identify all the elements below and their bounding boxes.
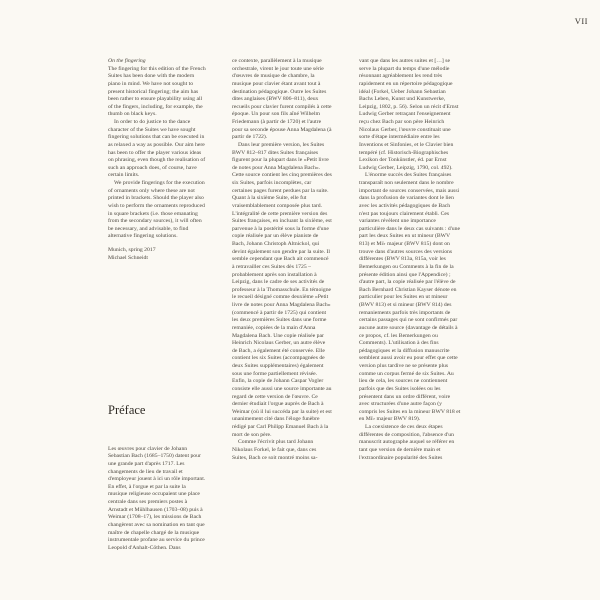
paragraph: The fingering for this edition of the French Suites has been done with the modern piano in mind. We have not sought to present historical fingering; the aim has been rather to ensure playability using all of the fingers, including, for example, the thumb on black keys. — [108, 65, 206, 118]
paragraph: vant que dans les autres suites et […] se serve la plupart du temps d'une mélodie résonnant agréablement les rend très rapidement en un répertoire pédagogique idéal (Forkel, Ueber Johann Sebastian Bachs Leben, Kunst und Kunstwerke, Leipzig, 1802, p. 56). Selon un récit d'Ernst Ludwig Gerber retraçant l'enseignement reçu chez Bach par son père Heinrich Nicolaus Gerber, l'œuvre constituait une sorte d'étape intermédiaire entre les Inventions et Sinfonies, et le Clavier bien tempéré (cf. Historisch-Biographisches Lexikon der Tonkünstler, éd. par Ernst Ludwig Gerber, Leipzig, 1790, col. 492). — [359, 58, 459, 171]
page-number: VII — [574, 16, 588, 26]
paragraph: ce contexte, parallèlement à la musique orchestrale, virent le jour toute une série d'œuvres de musique de chambre, la musique pour clavier étant avant tout à destination pédagogique. Outre les Suites dites anglaises (BWV 806–811), deux recueils pour clavier furent compilés à cette époque. Un pour son fils aîné Wilhelm Friedemann (à partir de 1720) et l'autre pour sa seconde épouse Anna Magdalena (à partir de 1722). — [232, 58, 332, 141]
section-heading: Préface — [108, 403, 146, 417]
paragraph: In order to do justice to the dance character of the Suites we have sought fingering solutions that can be executed in as relaxed a way as possible. Our aim here has been to offer the player various ideas on phrasing, even though the realisation of such an approach does, of course, have certain limits. — [108, 119, 206, 179]
preface-text — [108, 440, 206, 558]
author-signature: Michael Schneidt — [108, 254, 148, 261]
paragraph: We provide fingerings for the execution of ornaments only where these are not printed in brackets. Should the player also wish to perform the ornaments reproduced in square brackets (i.e. those emanating from the secondary sources), it will often be necessary, and advisable, to find alternative fingering solutions. — [108, 180, 205, 240]
place-date: Munich, spring 2017 — [108, 247, 156, 253]
paragraph: L'énorme succès des Suites françaises transparaît non seulement dans le nombre important de sources conservées, mais aussi dans la profusion de variantes dont le lien avec les activités pédagogiques de Bach n'est pas toujours clairement établi. Ces variantes révèlent une importance particulière dans le deux cas suivants : d'une part les deux Suites en ut mineur (BWV 813) et Mi♭ majeur (BWV 815) dont on trouve dans d'autres sources des versions différentes (BWV 813a, 815a, voir les Bemerkungen ou Comments à la fin de la présente édition ainsi que l'Appendice) ; d'autre part, la copie réalisée par l'élève de Bach Bernhard Christian Kayser dénote en particulier pour les Suites en ut mineur (BWV 813) et si mineur (BWV 814) des remaniements parfois très importants de certains passages qui ne sont confirmés par aucune autre source (davantage de détails à ce propos, cf. les Bemerkungen ou Comments). L'utilisation à des fins pédagogiques et la diffusion manuscrite semblent aussi avoir eu pour effet que cette version plus tardive ne se présente plus comme un corpus fermé de six Suites. Au lieu de cela, les sources ne contiennent parfois que des Suites isolées ou les présentent dans un ordre différent, voire avec structurées d'une autre façon (y compris les Suites en la mineur BWV 818 et en Mi♭ majeur BWV 819). — [359, 172, 461, 423]
column-3 — [359, 58, 461, 462]
paragraph: Dans leur première version, les Suites BWV 812–817 dites Suites françaises figurent pour la plupart dans le «Petit livre de notes pour Anna Magdalena Bach». Cette source contient les cinq premières des six Suites, parfois incomplètes, car certaines pages furent perdues par la suite. Quant à la sixième Suite, elle fut vraisemblablement composée plus tard. L'intégralité de cette première version des Suites françaises, en incluant la sixième, est parvenue à la postérité sous la forme d'une copie réalisée par un élève pianiste de Bach, Johann Christoph Altnickol, qui devint également son gendre par la suite. Il semble cependant que Bach ait commencé à retravailler ces Suites dès 1725 – probablement après son installation à Leipzig, dans le cadre de ses activités de professeur à la Thomasschule. En témoigne le recueil désigné comme deuxième «Petit livre de notes pour Anna Magdalena Bach» (commencé à partir de 1725) qui contient les deux premières Suites dans une forme remaniée, copiées de la main d'Anna Magdalena Bach. Une copie réalisée par Heinrich Nicolaus Gerber, un autre élève de Bach, a également été conservée. Elle contient les six Suites (accompagnées de deux Suites supplémentaires) également sous une forme partiellement révisée. Enfin, la copie de Johann Caspar Vogler consiste elle aussi une source importante au regard de cette version de l'œuvre. Ce dernier étudiait l'orgue auprès de Bach à Weimar (où il lui succéda par la suite) et est unanimement cité dans l'éloge funèbre rédigé par Carl Philipp Emanuel Bach à la mort de son père. — [232, 141, 332, 438]
paragraph: Comme l'écrivit plus tard Johann Nikolaus Forkel, le fait que, dans ces Suites, Bach ce soit montré moins sa- — [232, 439, 318, 461]
paragraph: La coexistence de ces deux étapes différentes de composition, l'absence d'un manuscrit autographe auquel se référer en tant que version de dernière main et l'extraordinaire popularité des Suites — [359, 424, 455, 461]
column-2 — [232, 58, 332, 462]
column-1 — [108, 58, 206, 262]
fingering-title: On the fingering — [108, 58, 146, 64]
paragraph: Les œuvres pour clavier de Johann Sebastian Bach (1685–1750) datent pour une grande part d'après 1717. Les changements de lieu de travail et d'employeur jouent à ici un rôle important. En effet, à l'orgue et par la suite la musique religieuse occupaient une place centrale dans ses premiers postes à Arnstadt et Mühlhausen (1703–08) puis à Weimar (1708–17), les missions de Bach changèrent avec sa nomination en tant que maître de chapelle chargé de la musique instrumentale profane au service du prince Leopold d'Anhalt-Cöthen. Dans — [108, 445, 206, 551]
